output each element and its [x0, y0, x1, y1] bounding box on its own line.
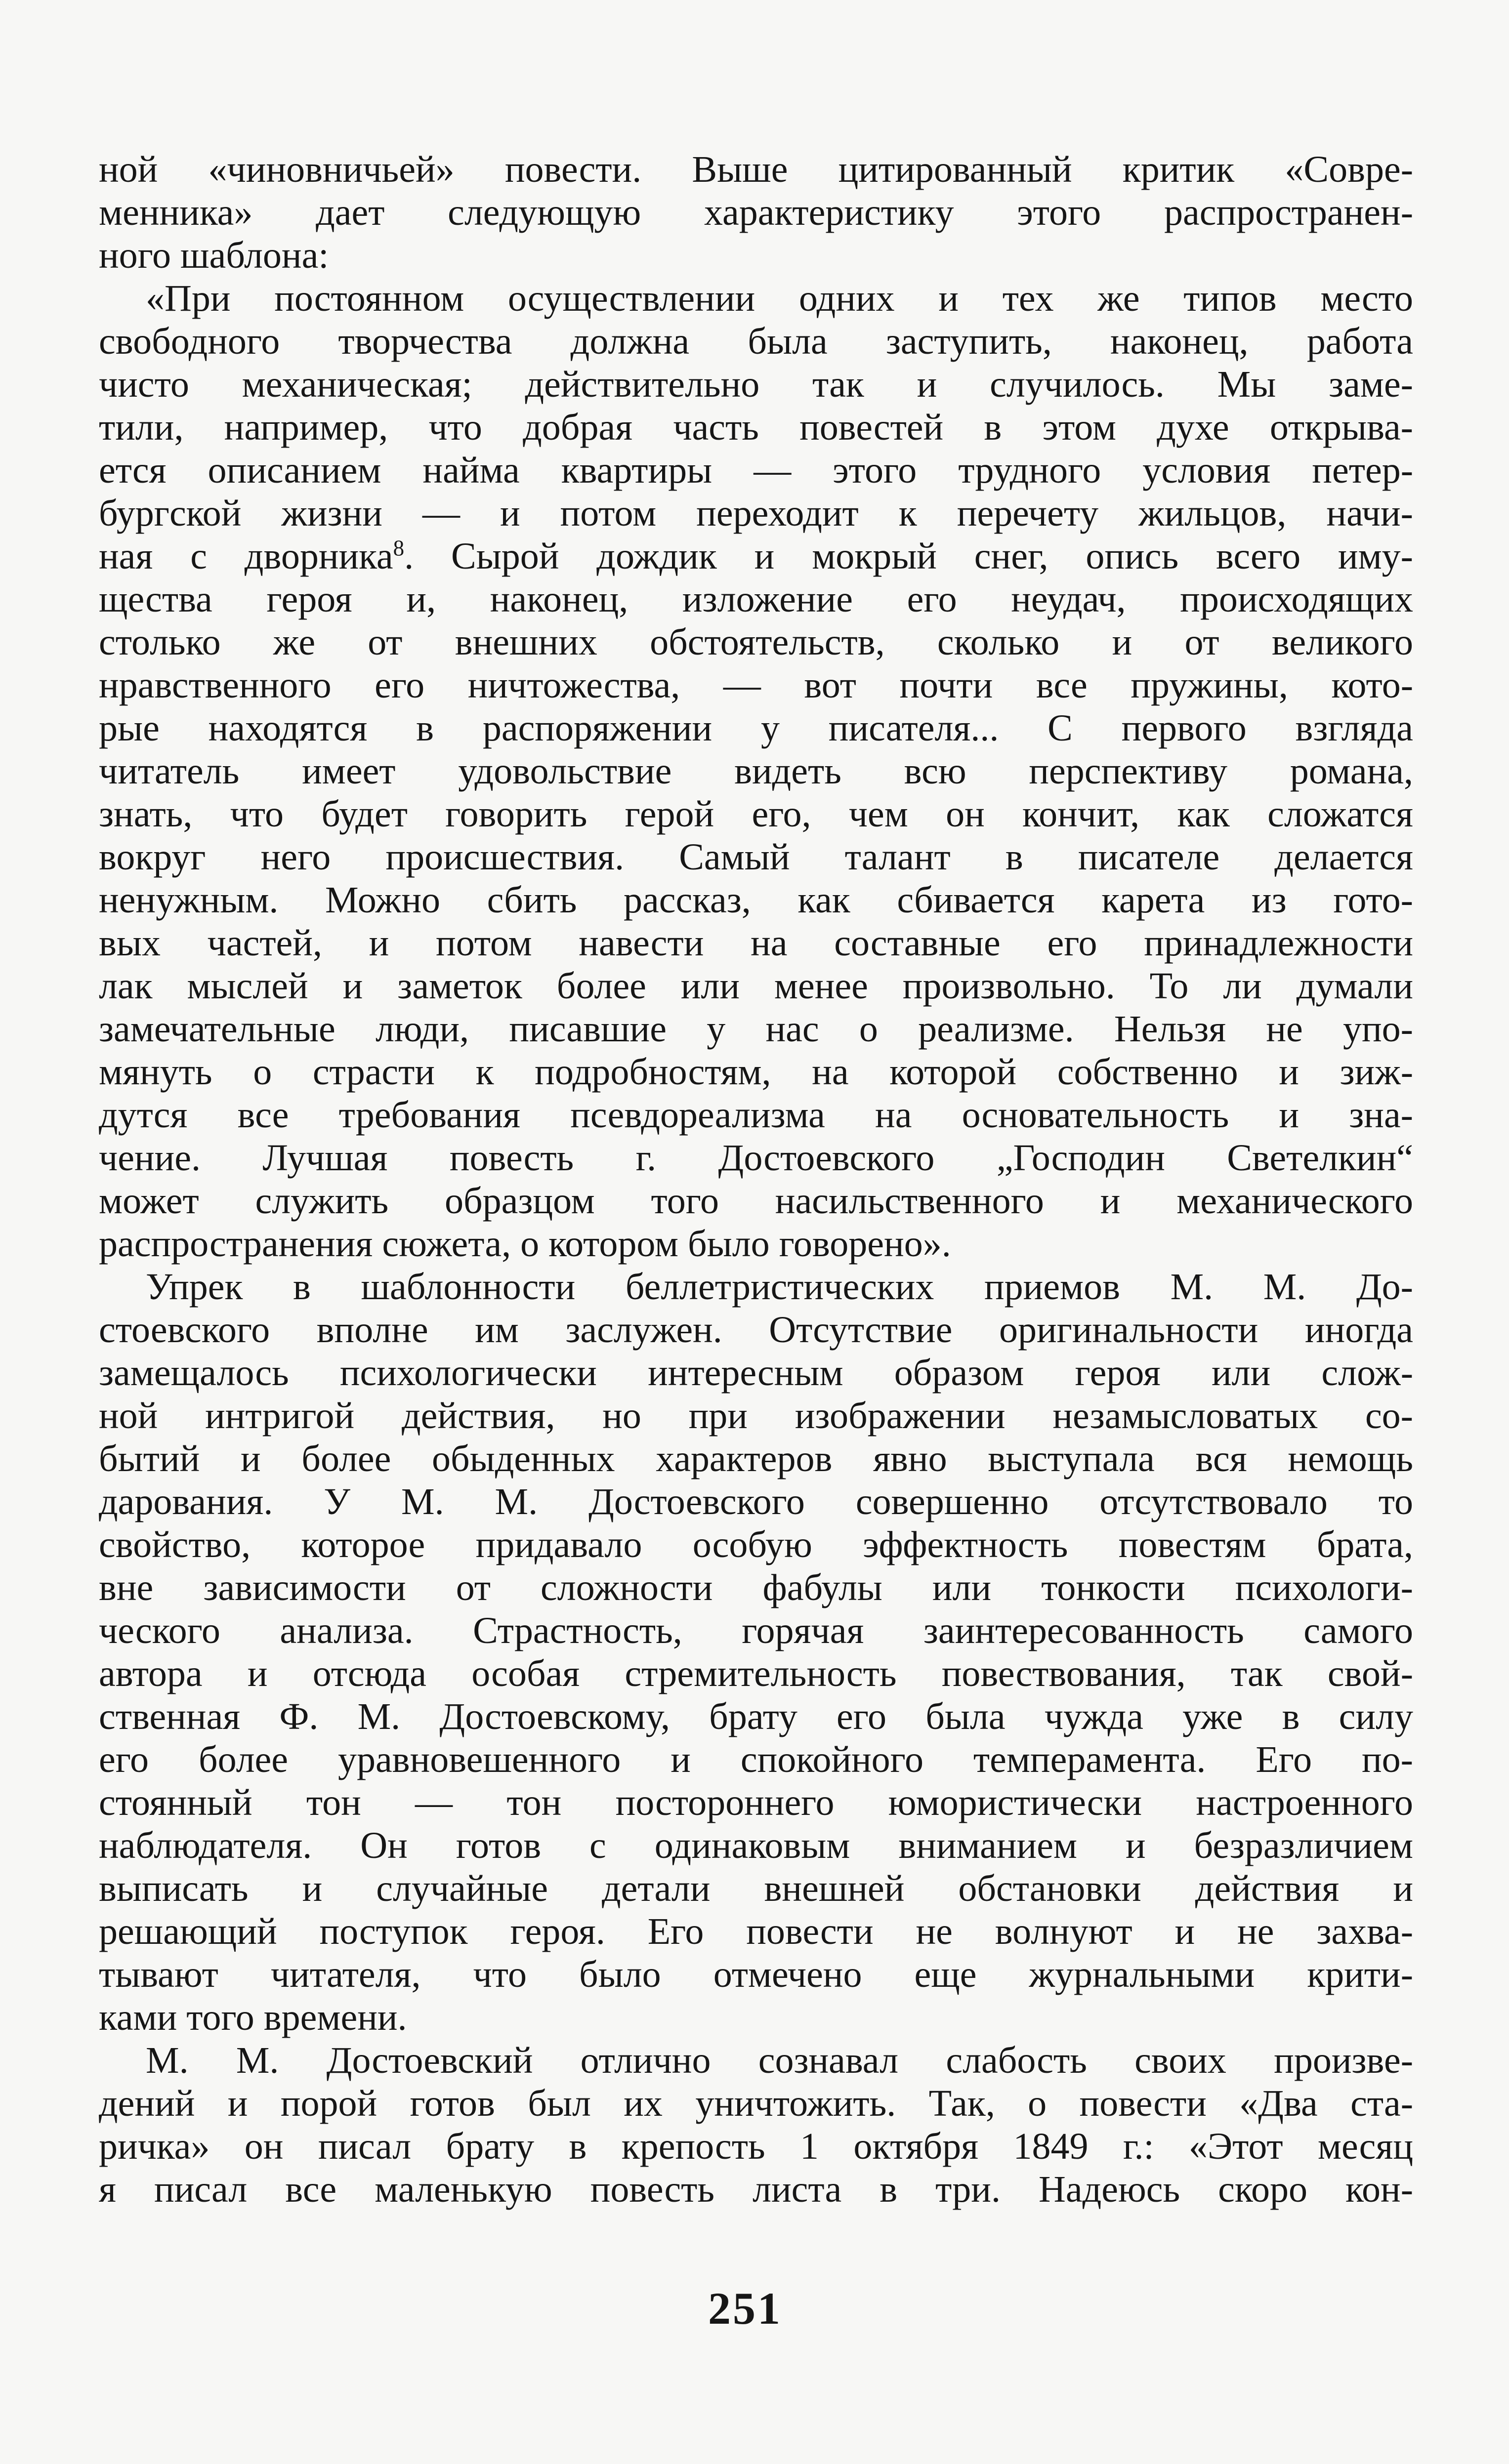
text-line-content: наблюдателя. Он готов с одинаковым вниманием и безразличием [99, 1825, 1413, 1866]
text-line [99, 191, 1413, 234]
text-line-content: распространения сюжета, о котором было говорено». [99, 1223, 951, 1265]
text-line-content: нравственного его ничтожества, — вот почти все пружины, кото- [99, 664, 1413, 706]
text-line [99, 1824, 1413, 1867]
text-line [99, 2039, 1413, 2082]
text-line-content: вых частей, и потом навести на составные его принадлежности [99, 922, 1413, 964]
text-line-content: ной «чиновничьей» повести. Выше цитированный критик «Совре- [99, 149, 1413, 190]
text-line-content: дарования. У М. М. Достоевского совершенно отсутствовало то [99, 1481, 1413, 1522]
text-line-content: может служить образцом того насильственного и механического [99, 1180, 1413, 1222]
text-line [99, 449, 1413, 492]
text-line-content: стоянный тон — тон постороннего юмористически настроенного [99, 1782, 1413, 1823]
text-line [99, 1008, 1413, 1051]
text-line [99, 1695, 1413, 1738]
text-line [99, 793, 1413, 836]
text-line [99, 1223, 1413, 1266]
text-line [99, 836, 1413, 879]
text-line [99, 1652, 1413, 1695]
text-line-content: Упрек в шаблонности беллетристических приемов М. М. До- [146, 1266, 1413, 1308]
footnote-marker: 8 [393, 535, 405, 561]
text-line-content: читатель имеет удовольствие видеть всю перспективу романа, [99, 750, 1413, 792]
text-line-content: ется описанием найма квартиры — этого трудного условия петер- [99, 450, 1413, 491]
text-line [99, 277, 1413, 320]
text-line-content: автора и отсюда особая стремительность повествования, так свой- [99, 1653, 1413, 1694]
text-line [99, 1867, 1413, 1910]
text-line-content: «При постоянном осуществлении одних и тех же типов место [146, 278, 1413, 319]
text-line [99, 965, 1413, 1008]
text-line-content: щества героя и, наконец, изложение его неудач, происходящих [99, 578, 1413, 620]
text-line-content: М. М. Достоевский отлично сознавал слабость своих произве- [146, 2040, 1413, 2081]
text-line-content: свойство, которое придавало особую эффектность повестям брата, [99, 1524, 1413, 1565]
text-line [99, 1266, 1413, 1309]
text-line [99, 922, 1413, 965]
page-number: 251 [708, 2283, 782, 2334]
text-line [99, 2125, 1413, 2168]
text-line-content: ная с дворника [99, 535, 393, 577]
text-line [99, 2082, 1413, 2125]
text-line-content: ненужным. Можно сбить рассказ, как сбивается карета из гото- [99, 879, 1413, 921]
text-line [99, 1180, 1413, 1223]
text-line [99, 363, 1413, 406]
text-line [99, 1781, 1413, 1824]
text-line-content: ческого анализа. Страстность, горячая заинтересованность самого [99, 1610, 1413, 1651]
text-line [99, 1910, 1413, 1953]
text-line-content: бытий и более обыденных характеров явно выступала вся немощь [99, 1438, 1413, 1479]
text-line-content: его более уравновешенного и спокойного темперамента. Его по- [99, 1739, 1413, 1780]
text-line [99, 320, 1413, 363]
text-line [99, 664, 1413, 707]
text-line [99, 1051, 1413, 1094]
text-line-content: свободного творчества должна была заступить, наконец, работа [99, 321, 1413, 362]
text-line-content: лак мыслей и заметок более или менее произвольно. То ли думали [99, 965, 1413, 1007]
text-line-content: тывают читателя, что было отмечено еще журнальными крити- [99, 1954, 1413, 1995]
text-line [99, 578, 1413, 621]
text-line-content: тили, например, что добрая часть повестей в этом духе открыва- [99, 407, 1413, 448]
text-line [99, 1566, 1413, 1609]
text-line [99, 1437, 1413, 1480]
text-line-content: ственная Ф. М. Достоевскому, брату его была чужда уже в силу [99, 1696, 1413, 1737]
text-line [99, 1609, 1413, 1652]
text-line-content: стоевского вполне им заслужен. Отсутствие оригинальности иногда [99, 1309, 1413, 1351]
text-line [99, 492, 1413, 535]
text-line [99, 1352, 1413, 1395]
text-line-content: вокруг него происшествия. Самый талант в писателе делается [99, 836, 1413, 878]
text-line-content: выписать и случайные детали внешней обстановки действия и [99, 1868, 1413, 1909]
text-line-content: замечательные люди, писавшие у нас о реализме. Нельзя не упо- [99, 1008, 1413, 1050]
text-line-content: решающий поступок героя. Его повести не волнуют и не захва- [99, 1911, 1413, 1952]
text-line-content: я писал все маленькую повесть листа в три. Надеюсь скоро кон- [99, 2169, 1413, 2210]
text-line [99, 1523, 1413, 1566]
text-line [99, 707, 1413, 750]
text-line [99, 2168, 1413, 2211]
text-line [99, 1309, 1413, 1352]
text-line-content: дений и порой готов был их уничтожить. Так, о повести «Два ста- [99, 2083, 1413, 2124]
text-line [99, 1395, 1413, 1437]
text-line-content: чисто механическая; действительно так и случилось. Мы заме- [99, 364, 1413, 405]
text-line-content: менника» дает следующую характеристику этого распространен- [99, 192, 1413, 233]
text-line-content: чение. Лучшая повесть г. Достоевского „Господин Светелкин“ [99, 1137, 1413, 1179]
text-line-content: ного шаблона: [99, 235, 329, 276]
text-line-content: ками того времени. [99, 1997, 407, 2038]
text-line [99, 1996, 1413, 2039]
text-line-content: ной интригой действия, но при изображении незамысловатых со- [99, 1395, 1413, 1437]
text-line [99, 1137, 1413, 1180]
text-line-content: мянуть о страсти к подробностям, на которой собственно и зиж- [99, 1051, 1413, 1093]
text-line [99, 234, 1413, 277]
text-line [99, 1094, 1413, 1137]
page-body [99, 148, 1413, 2223]
text-line-content: вне зависимости от сложности фабулы или тонкости психологи- [99, 1567, 1413, 1608]
text-line-content: замещалось психологически интересным образом героя или слож- [99, 1352, 1413, 1394]
text-line [99, 406, 1413, 449]
text-line [99, 621, 1413, 664]
text-line [99, 879, 1413, 922]
text-line-content: дутся все требования псевдореализма на основательность и зна- [99, 1094, 1413, 1136]
text-line [99, 148, 1413, 191]
text-line-content: ричка» он писал брату в крепость 1 октября 1849 г.: «Этот месяц [99, 2126, 1413, 2167]
text-line [99, 1738, 1413, 1781]
text-line [99, 1480, 1413, 1523]
text-line-content: рые находятся в распоряжении у писателя... С первого взгляда [99, 707, 1413, 749]
text-line-content: бургской жизни — и потом переходит к перечету жильцов, начи- [99, 493, 1413, 534]
text-line-content: знать, что будет говорить герой его, чем он кончит, как сложатся [99, 793, 1413, 835]
text-line [99, 750, 1413, 793]
text-line [99, 1953, 1413, 1996]
text-line [99, 535, 1413, 578]
text-line-continuation: . Сырой дождик и мокрый снег, опись всего иму- [404, 535, 1413, 577]
text-line-content: столько же от внешних обстоятельств, сколько и от великого [99, 621, 1413, 663]
